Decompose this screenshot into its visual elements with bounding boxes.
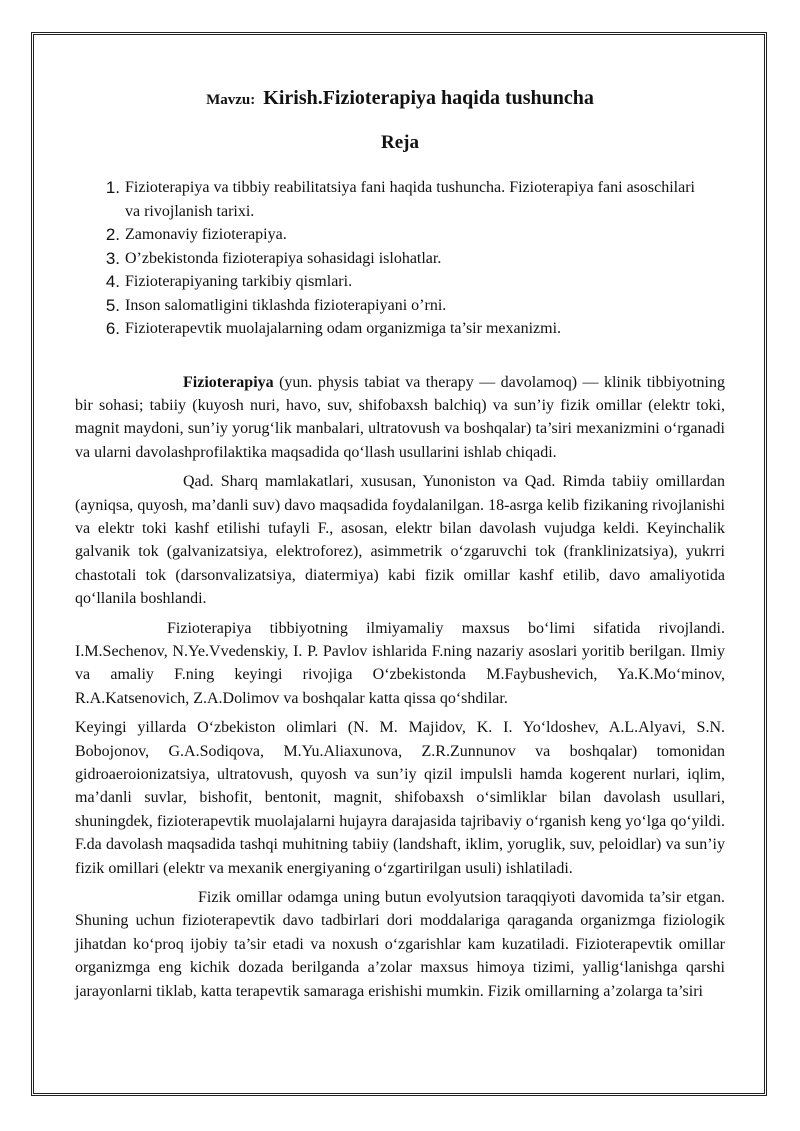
plan-item-number: 3.: [105, 248, 120, 268]
plan-item-text: Zamonaviy fizioterapiya.: [125, 226, 287, 243]
plan-item-number: 5.: [105, 295, 120, 315]
plan-item: [75, 294, 725, 318]
plan-item: [75, 176, 725, 223]
plan-item: [75, 270, 725, 294]
plan-heading: Reja: [381, 132, 419, 153]
definition-text: (yun. physis tabiat va therapy — davolamoq) — klinik tibbiyotning bir sohasi; tabiiy (kuyosh nuri, havo, suv, shifobaxsh balchiq) va sun’iy fizik omillar (elektr toki, magnit maydoni, sun’iy yorug‘lik manbalari, ultratovush va boshqalar) ta’siri mexanizmini o‘rganadi va ularni davolashprofilaktika maqsadida qo‘llash usullarini ishlab chiqadi.: [75, 373, 725, 461]
plan-item-text: Fizioterapevtik muolajalarning odam organizmiga ta’sir mexanizmi.: [125, 320, 562, 337]
plan-item-text: Inson salomatligini tiklashda fizioterapiyani o’rni.: [125, 296, 447, 314]
term-fizioterapiya: Fizioterapiya: [183, 373, 274, 391]
paragraph-physical-factors: Fizik omillar odamga uning butun evolyutsion taraqqiyoti davomida ta’sir etgan. Shuning uchun fizioterapevtik davo tadbirlari dori moddalariga qaraganda organizmga fiziologik jihatdan ko‘proq ijobiy ta’sir etadi va noxush o‘zgarishlar kam kuzatiladi. Fizioterapevtik omillar organizmga eng kichik dozada berilganda a’zolar maxsus himoya tizimi, yallig‘lanishga qarshi jarayonlarni tiklab, katta terapevtik samaraga erishishi mumkin. Fizik omillarning a’zolarga ta’siri: [75, 889, 725, 1000]
body-text: [75, 371, 725, 1004]
plan-item: [75, 247, 725, 271]
plan-item-number: 4.: [105, 272, 120, 291]
document-title: [75, 78, 725, 108]
paragraph-development: Fizioterapiya tibbiyotning ilmiyamaliy maxsus bo‘limi sifatida rivojlandi. I.M.Sechenov, N.Ye.Vvedenskiy, I. P. Pavlov ishlarida F.ning nazariy asoslari yoritib berilgan. Ilmiy va amaliy F.ning keyingi rivojiga O‘zbekistonda M.Faybushevich, Ya.K.Mo‘minov, R.A.Katsenovich, Z.A.Dolimov va boshqalar katta qissa qo‘shdilar.: [75, 619, 725, 707]
title-main: Kirish.Fizioterapiya haqida tushuncha: [263, 87, 594, 109]
plan-item-number: 6.: [105, 319, 120, 338]
plan-item-number: 2.: [105, 225, 120, 244]
plan-item-number: 1.: [105, 178, 120, 197]
title-lead: Mavzu:: [206, 92, 256, 108]
paragraph-history: Qad. Sharq mamlakatlari, xususan, Yunoniston va Qad. Rimda tabiiy omillardan (ayniqsa, quyosh, ma’danli suv) davo maqsadida foydalanilgan. 18-asrga kelib fizikaning rivojlanishi va elektr toki kashf etilishi tufayli F., asosan, elektr bilan davolash vujudga keldi. Keyinchalik galvanik tok (galvanizatsiya, elektroforez), asimmetrik o‘zgaruvchi tok (franklinizatsiya), yukrri chastotali tok (darsonvalizatsiya, diatermiya) kabi fizik omillar kashf etilib, davo amaliyotida qo‘llanila boshlandi.: [75, 473, 725, 608]
plan-item-text: O’zbekistonda fizioterapiya sohasidagi islohatlar.: [125, 249, 442, 267]
paragraph-definition: [75, 371, 725, 465]
document-content: [75, 78, 725, 1009]
plan-item-text: Fizioterapiyaning tarkibiy qismlari.: [125, 273, 353, 290]
plan-item: [75, 317, 725, 341]
paragraph-uzbek-scientists: Keyingi yillarda O‘zbekiston olimlari (N. M. Majidov, K. I. Yo‘ldoshev, A.L.Alyavi, S.N. Bobojonov, G.A.Sodiqova, M.Yu.Aliaxunova, Z.R.Zunnunov va boshqalar) tomonidan gidroaeroionizatsiya, ultratovush, quyosh va sun’iy qizil impulsli hamda kogerent nurlari, iqlim, ma’danli suvlar, bishofit, bentonit, magnit, shifobaxsh o‘simliklar bilan davolash usullari, shuningdek, fizioterapevtik muolajalarni hujayra darajasida tajribaviy o‘rganish keng yo‘lga qo‘yildi. F.da davolash maqsadida tashqi muhitning tabiiy (landshaft, iklim, yoruglik, suv, peloidlar) va sun’iy fizik omillari (elektr va mexanik energiyaning o‘zgartirilgan usuli) ishlatiladi.: [75, 719, 725, 877]
plan-list: [75, 176, 725, 341]
plan-item-text: Fizioterapiya va tibbiy reabilitatsiya fani haqida tushuncha. Fizioterapiya fani asoschilari va rivojlanish tarixi.: [125, 179, 695, 220]
plan-item: [75, 223, 725, 247]
